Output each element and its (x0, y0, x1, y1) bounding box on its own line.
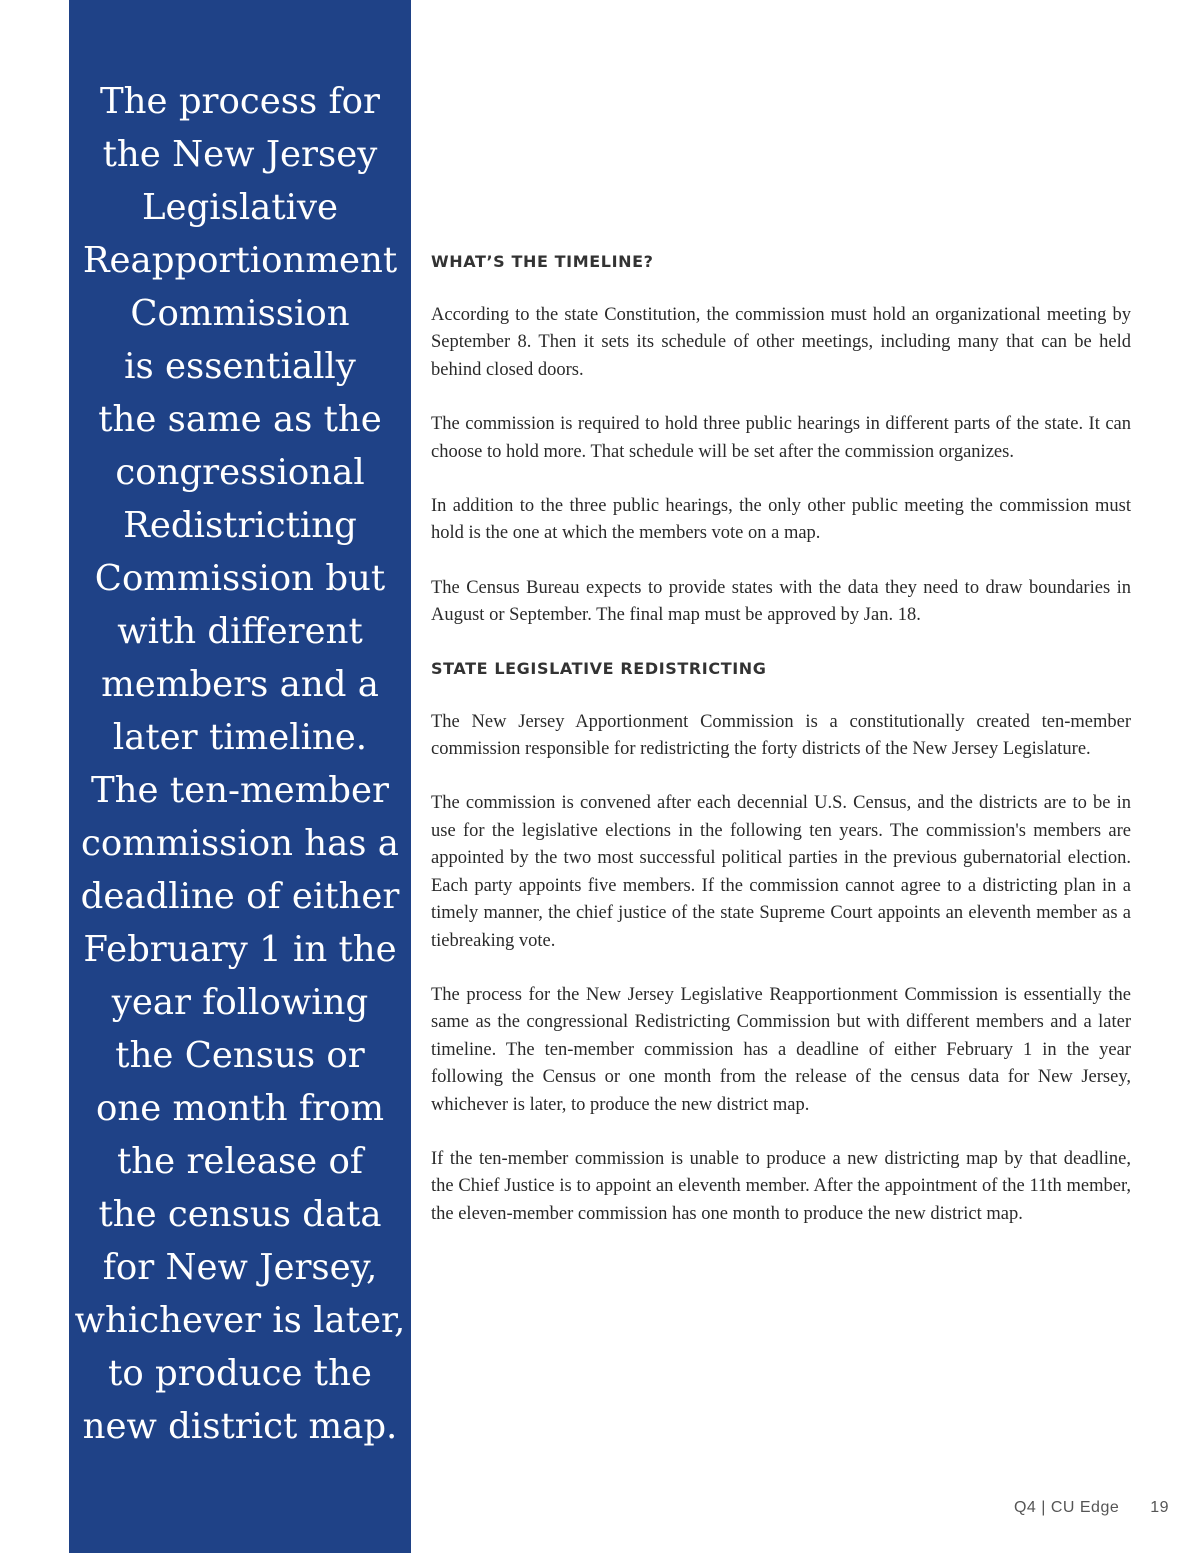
pull-quote-line: Reapportionment (82, 240, 398, 281)
paragraph: The Census Bureau expects to provide states with the data they need to draw boundaries in August or September. The final map must be approved by Jan. 18. (431, 577, 1131, 626)
pull-quote-line: members and a (101, 664, 379, 705)
pull-quote-line: February 1 in the (83, 929, 397, 970)
paragraph: The commission is required to hold three public hearings in different parts of the state. It can choose to hold more. That schedule will be set after the commission organizes. (431, 414, 1131, 462)
pull-quote-line: the New Jersey (102, 134, 378, 175)
paragraph: The process for the New Jersey Legislative Reapportionment Commission is essentially the same as the congressional Redistricting Commission but with different members and a later timeline. The ten-member commission has a deadline of either February 1 in the year following the Census or one month from the release of the census data for New Jersey, whichever is later, to produce the new district map. (431, 984, 1131, 1115)
pull-quote-line: the census data (98, 1194, 382, 1235)
pull-quote-line: commission has a (81, 823, 399, 864)
pull-quote-line: congressional (115, 452, 365, 493)
pull-quote-line: later timeline. (112, 717, 368, 758)
pull-quote-line: for New Jersey, (102, 1247, 378, 1288)
pull-quote-line: to produce the (108, 1353, 372, 1394)
pull-quote-line: Commission but (94, 558, 386, 599)
pull-quote-line: Legislative (141, 187, 339, 228)
article-body (431, 248, 1131, 1228)
pull-quote-line: with different (117, 611, 363, 652)
paragraph: The New Jersey Apportionment Commission is a constitutionally created ten-member commission responsible for redistricting the forty districts of the New Jersey Legislature. (431, 711, 1131, 760)
pull-quote-line: the same as the (98, 399, 382, 440)
pull-quote-line: is essentially (124, 346, 356, 387)
page-footer (1014, 1499, 1169, 1517)
paragraph: In addition to the three public hearings, the only other public meeting the commission must hold is the one at which the members vote on a map. (431, 496, 1131, 544)
pull-quote-line: the Census or (115, 1035, 365, 1076)
pull-quote-line: Commission (130, 293, 350, 334)
publication-name: Q4 | CU Edge (1013, 1499, 1120, 1516)
pull-quote-line: The ten-member (90, 770, 389, 811)
pull-quote-line: new district map. (82, 1406, 398, 1447)
paragraph: According to the state Constitution, the commission must hold an organizational meeting by September 8. Then it sets its schedule of other meetings, including many that can be held behind closed doors. (431, 305, 1131, 380)
section-heading-state-redistricting: STATE LEGISLATIVE REDISTRICTING (431, 658, 767, 678)
section-heading-timeline: WHAT’S THE TIMELINE? (431, 252, 654, 271)
pull-quote-line: The process for (100, 81, 380, 122)
pull-quote-line: year following (111, 982, 369, 1023)
pull-quote-line: whichever is later, (74, 1300, 406, 1341)
pull-quote-line: deadline of either (80, 876, 400, 917)
pull-quote-line: the release of (117, 1141, 363, 1182)
paragraph: The commission is convened after each decennial U.S. Census, and the districts are to be in use for the legislative elections in the following ten years. The commission's members are appointed by the two most successful political parties in the previous gubernatorial election. Each party appoints five members. If the commission cannot agree to a districting plan in a timely manner, the chief justice of the state Supreme Court appoints an eleventh member as a tiebreaking vote. (431, 793, 1131, 951)
paragraph: If the ten-member commission is unable to produce a new districting map by that deadline, the Chief Justice is to appoint an eleventh member. After the appointment of the 11th member, the eleven-member commission has one month to produce the new district map. (431, 1148, 1131, 1224)
pull-quote-line: Redistricting (123, 505, 357, 546)
pull-quote-sidebar (69, 0, 411, 1553)
pull-quote-line: one month from (96, 1088, 384, 1129)
page-number: 19 (1150, 1499, 1169, 1516)
pull-quote (69, 75, 411, 1453)
